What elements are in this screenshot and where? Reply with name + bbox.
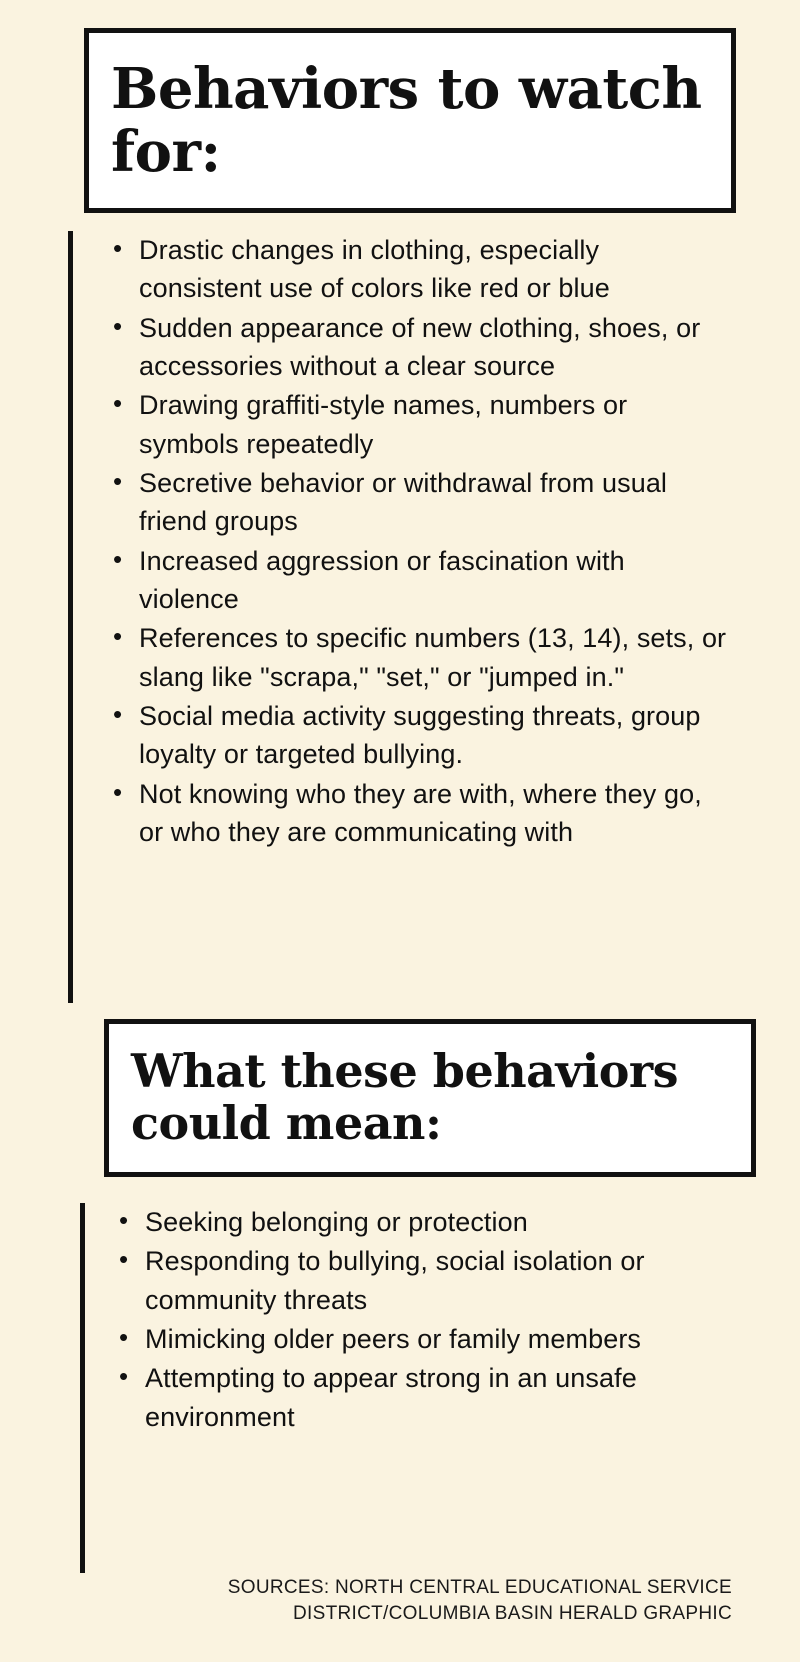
sources-credit xyxy=(80,1575,740,1626)
meaning-list-block xyxy=(80,1203,740,1573)
list-item: • Drawing graffiti-style names, numbers or symbols repeatedly xyxy=(107,386,728,463)
list-item: • Sudden appearance of new clothing, shoes, or accessories without a clear source xyxy=(107,309,728,386)
list-item: • Increased aggression or fascination with violence xyxy=(107,542,728,619)
list-item: • Mimicking older peers or family members xyxy=(113,1320,740,1358)
list-item: • Seeking belonging or protection xyxy=(113,1203,740,1241)
section-heading-behaviors: Behaviors to watch for: xyxy=(111,55,702,185)
behaviors-list-block xyxy=(68,231,728,1003)
section-heading-meaning: What these behaviors could mean: xyxy=(131,1044,679,1150)
section-heading-box-meaning xyxy=(104,1019,756,1177)
section-heading-box-behaviors xyxy=(84,28,736,213)
meaning-list xyxy=(113,1203,740,1436)
list-item: • Attempting to appear strong in an unsafe environment xyxy=(113,1359,740,1436)
sources-line-1: SOURCES: NORTH CENTRAL EDUCATIONAL SERVICE xyxy=(227,1577,732,1598)
list-item: • Drastic changes in clothing, especially consistent use of colors like red or blue xyxy=(107,231,728,308)
list-item: • Social media activity suggesting threats, group loyalty or targeted bullying. xyxy=(107,697,728,774)
behaviors-list xyxy=(107,231,728,851)
list-item: • Responding to bullying, social isolation or community threats xyxy=(113,1242,740,1319)
list-item: • Secretive behavior or withdrawal from usual friend groups xyxy=(107,464,728,541)
list-item: • References to specific numbers (13, 14), sets, or slang like "scrapa," "set," or "jumped in." xyxy=(107,619,728,696)
list-item: • Not knowing who they are with, where they go, or who they are communicating with xyxy=(107,775,728,852)
sources-line-2: DISTRICT/COLUMBIA BASIN HERALD GRAPHIC xyxy=(293,1602,732,1624)
